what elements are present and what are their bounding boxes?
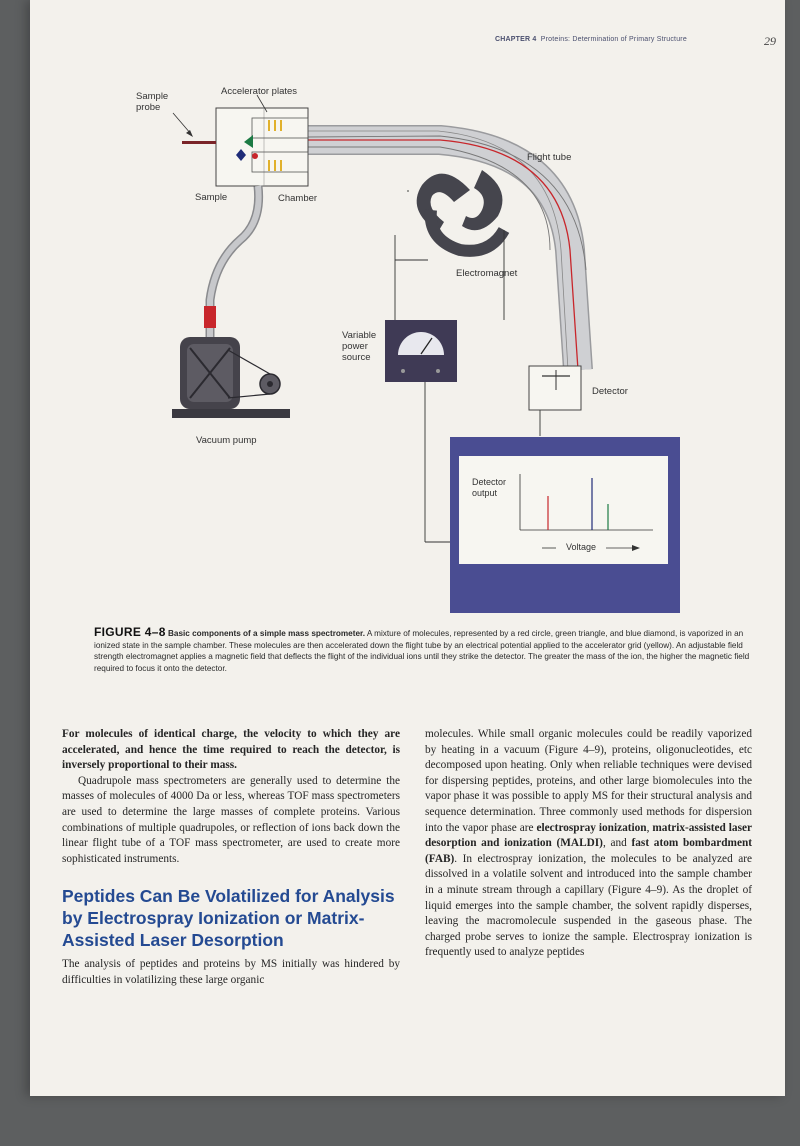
figure-caption xyxy=(94,627,764,674)
detector-output-monitor xyxy=(450,437,680,613)
paragraph-quadrupole: Quadrupole mass spectrometers are generally used to determine the masses of molecules of 4000 Da or less, whereas TOF mass spectrometers are used to determine the large masses of complete proteins. Various combinations of multiple quadrupoles, or reflection of ions back down the linear flight tube of a TOF mass spectrometer, are used to create more sophisticated instruments. xyxy=(62,774,400,865)
figure-title: Basic components of a simple mass spectrometer. xyxy=(167,629,366,638)
book-page xyxy=(30,0,785,1096)
right-column xyxy=(425,727,752,961)
label-accelerator-plates: Accelerator plates xyxy=(221,86,298,97)
term-maldi: matrix-assisted laser desorption and ionization (MALDI) xyxy=(425,821,752,850)
figure-caption-body: A mixture of molecules, represented by a red circle, green triangle, and blue diamond, is vaporized in an ionized state in the sample chamber. These molecules are then accelerated down the flight tube by an electrical potential applied to the accelerator grid (yellow). An adjustable field strength electromagnet applies a magnetic field that deflects the flight of the individual ions until they strike the detector. The greater the mass of the ion, the higher the magnetic field required to focus it onto the detector. xyxy=(94,629,750,673)
variable-power-source xyxy=(385,320,457,382)
chapter-label: CHAPTER 4 xyxy=(495,36,537,43)
page-number: 29 xyxy=(764,34,776,48)
label-chamber: Chamber xyxy=(278,193,318,204)
label-voltage: Voltage xyxy=(566,542,597,552)
chapter-title: Proteins: Determination of Primary Structure xyxy=(540,36,687,43)
vacuum-hose xyxy=(210,186,259,338)
paragraph-ionization: molecules. While small organic molecules could be readily vaporized by heating in a vacuum (Figure 4–9), proteins, oligonucleotides, etc decomposed upon heating. Only when reliable techniques were devised for dispersing peptides, proteins, and other large biomolecules into the vapor phase it was possible to apply MS for their structural analysis and sequence determination. Three commonly used methods for dispersion into the vapor phase are electrospray ionization, matrix-assisted laser desorption and ionization (MALDI), and fast atom bombardment (FAB). In electrospray ionization, the molecules to be analyzed are dissolved in a volatile solvent and introduced into the sample chamber in a minute stream through a capillary (Figure 4–9). As the droplet of liquid emerges into the sample chamber, the solvent rapidly disperses, leaving the macromolecule suspended in the gaseous phase. The charged probe serves to ionize the sample. Electrospray ionization is frequently used to analyze peptides xyxy=(425,728,753,959)
left-column xyxy=(62,727,400,989)
vacuum-pump xyxy=(172,337,290,418)
section-heading: Peptides Can Be Volatilized for Analysis by Electrospray Ionization or Matrix-Assisted Laser Desorption xyxy=(62,886,395,951)
label-variable-power-source: Variable power source xyxy=(342,330,377,363)
label-flight-tube: Flight tube xyxy=(527,152,572,163)
term-electrospray: electrospray ionization xyxy=(536,821,647,834)
label-sample-probe: Sample probe xyxy=(136,91,169,113)
electromagnet xyxy=(417,170,504,251)
detector xyxy=(529,366,581,410)
sample-chamber xyxy=(173,95,308,186)
label-electromagnet: Electromagnet xyxy=(456,268,518,279)
paragraph-analysis: The analysis of peptides and proteins by MS initially was hindered by difficulties in volatilizing these large organic xyxy=(62,958,400,986)
sample-probe xyxy=(182,141,216,144)
label-sample: Sample xyxy=(195,192,228,203)
lead-paragraph: For molecules of identical charge, the velocity to which they are accelerated, and hence the time required to reach the detector, is inversely proportional to their mass. xyxy=(62,728,400,772)
label-detector-output: Detector output xyxy=(472,477,507,498)
term-fab: fast atom bombardment (FAB) xyxy=(425,837,753,865)
figure-number: FIGURE 4–8 xyxy=(94,625,166,639)
red-circle xyxy=(252,153,258,159)
label-vacuum-pump: Vacuum pump xyxy=(196,435,257,446)
label-detector: Detector xyxy=(592,386,628,397)
